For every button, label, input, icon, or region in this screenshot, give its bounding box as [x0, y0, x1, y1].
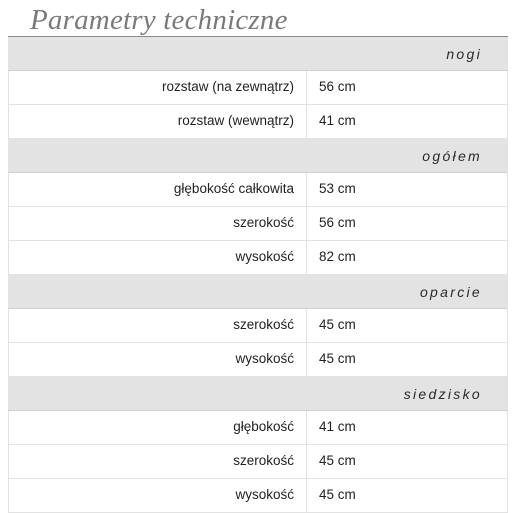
- spec-table: [8, 36, 508, 513]
- table-row: [8, 445, 508, 479]
- row-value: 45 cm: [319, 453, 356, 468]
- section-title: siedzisko: [403, 386, 482, 402]
- row-label: szerokość: [9, 445, 307, 478]
- row-value: 45 cm: [319, 351, 356, 366]
- section-title: oparcie: [419, 284, 482, 300]
- section-title: nogi: [446, 46, 482, 62]
- row-label: szerokość: [9, 207, 307, 240]
- table-row: [8, 411, 508, 445]
- table-row: [8, 105, 508, 139]
- row-value: 41 cm: [319, 113, 356, 128]
- row-value: 56 cm: [319, 215, 356, 230]
- table-row: [8, 309, 508, 343]
- table-row: [8, 71, 508, 105]
- section-header-seat: [8, 377, 508, 411]
- row-value: 82 cm: [319, 249, 356, 264]
- row-label: wysokość: [9, 241, 307, 274]
- row-value: 56 cm: [319, 79, 356, 94]
- table-row: [8, 343, 508, 377]
- section-title: ogółem: [422, 148, 482, 164]
- row-value: 41 cm: [319, 419, 356, 434]
- row-label: głębokość całkowita: [9, 173, 307, 206]
- table-row: [8, 173, 508, 207]
- row-label: głębokość: [9, 411, 307, 444]
- table-row: [8, 207, 508, 241]
- row-label: wysokość: [9, 343, 307, 376]
- row-label: szerokość: [9, 309, 307, 342]
- table-row: [8, 241, 508, 275]
- section-header-backrest: [8, 275, 508, 309]
- section-header-overall: [8, 139, 508, 173]
- row-label: rozstaw (na zewnątrz): [9, 71, 307, 104]
- table-row: [8, 479, 508, 513]
- row-value: 45 cm: [319, 487, 356, 502]
- page-title: Parametry techniczne: [30, 4, 288, 36]
- row-label: rozstaw (wewnątrz): [9, 105, 307, 138]
- row-value: 53 cm: [319, 181, 356, 196]
- row-value: 45 cm: [319, 317, 356, 332]
- row-label: wysokość: [9, 479, 307, 512]
- section-header-legs: [8, 37, 508, 71]
